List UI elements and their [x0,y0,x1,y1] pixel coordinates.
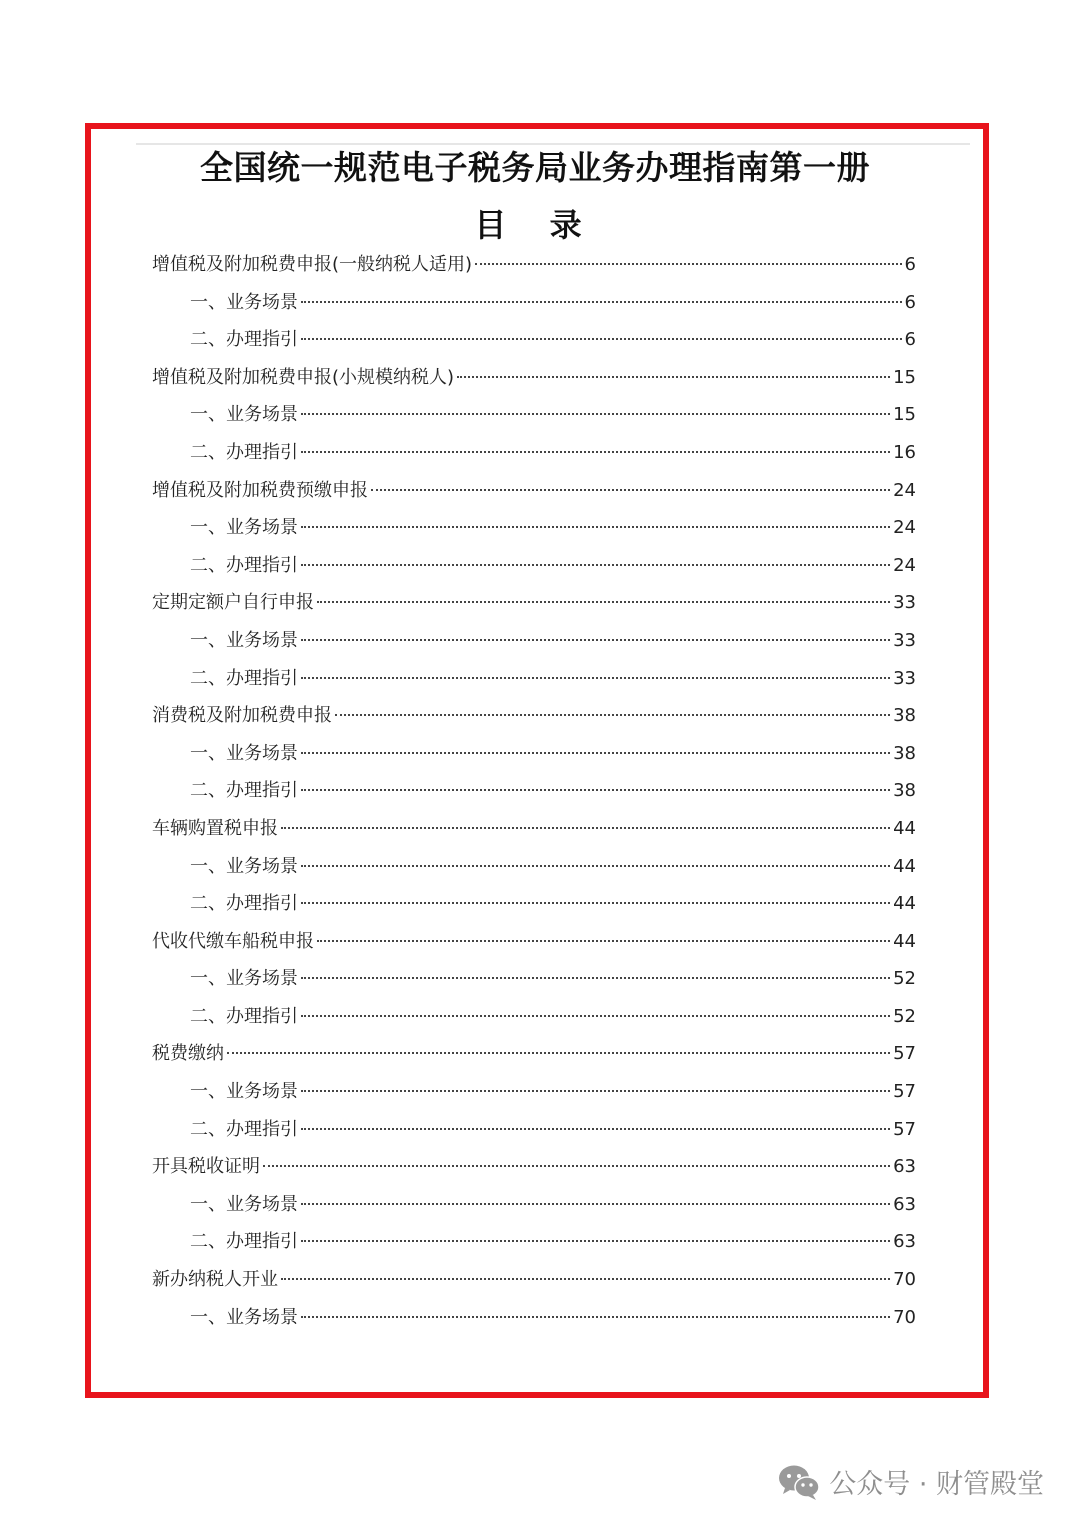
toc-heading: 目 录 [474,206,598,244]
toc-subsection-entry[interactable] [152,998,916,1036]
dot-leader [301,789,890,791]
dot-leader [301,564,890,566]
toc-subsection-entry[interactable] [152,1299,916,1337]
toc-subsection-entry[interactable] [152,509,916,547]
toc-page-number: 24 [893,554,916,576]
toc-page-number: 52 [893,1005,916,1027]
toc-subsection-entry[interactable] [152,960,916,998]
toc-subsection-entry[interactable] [152,660,916,698]
dot-leader [301,338,902,340]
toc-page-number: 6 [904,254,916,275]
toc-subsection-entry[interactable] [152,848,916,886]
wechat-icon [777,1463,821,1501]
toc-entry-title: 一、业务场景 [190,404,298,426]
toc-page-number: 44 [893,930,916,952]
dot-leader [263,1165,890,1167]
dot-leader [301,865,890,867]
toc-page-number: 6 [904,291,916,313]
toc-subsection-entry[interactable] [152,1223,916,1261]
toc-entry-title: 一、业务场景 [190,968,298,990]
toc-entry-title: 增值税及附加税费预缴申报 [152,479,368,501]
toc-entry-title: 一、业务场景 [190,1193,298,1215]
toc-entry-title: 新办纳税人开业 [152,1269,278,1291]
toc-page-number: 38 [893,780,916,802]
toc-subsection-entry[interactable] [152,434,916,472]
dot-leader [227,1052,890,1054]
dot-leader [371,489,890,491]
toc-entry-title: 增值税及附加税费申报(一般纳税人适用) [152,254,473,275]
dot-leader [301,1015,890,1017]
toc-entry-title: 税费缴纳 [152,1043,224,1065]
toc-page-number: 33 [893,667,916,689]
dot-leader [301,1203,890,1205]
dot-leader [301,639,890,641]
dot-leader [457,376,890,378]
toc-entry-title: 二、办理指引 [190,1118,298,1140]
dot-leader [281,827,890,829]
document-title: 全国统一规范电子税务局业务办理指南第一册 [200,148,870,187]
dot-leader [301,752,890,754]
toc-entry-title: 一、业务场景 [190,1306,298,1328]
toc-page-number: 33 [893,629,916,651]
watermark [777,1462,1044,1501]
toc-page-number: 38 [893,705,916,727]
toc-section-entry[interactable] [152,246,916,284]
dot-leader [317,601,890,603]
dot-leader [301,902,890,904]
toc-page-number: 63 [893,1193,916,1215]
dot-leader [301,977,890,979]
toc-entry-title: 二、办理指引 [190,1231,298,1253]
toc-page-number: 16 [893,441,916,463]
table-of-contents [152,246,916,1336]
toc-page-number: 44 [893,893,916,915]
toc-section-entry[interactable] [152,359,916,397]
toc-entry-title: 定期定额户自行申报 [152,592,314,614]
toc-entry-title: 一、业务场景 [190,855,298,877]
toc-entry-title: 二、办理指引 [190,554,298,576]
toc-entry-title: 二、办理指引 [190,780,298,802]
toc-section-entry[interactable] [152,472,916,510]
toc-page-number: 33 [893,592,916,614]
dot-leader [301,301,902,303]
toc-entry-title: 一、业务场景 [190,1081,298,1103]
toc-page-number: 15 [893,366,916,388]
toc-page-number: 6 [904,329,916,351]
toc-entry-title: 二、办理指引 [190,667,298,689]
dot-leader [301,451,890,453]
toc-page-number: 38 [893,742,916,764]
toc-section-entry[interactable] [152,1035,916,1073]
toc-section-entry[interactable] [152,1261,916,1299]
toc-page-number: 15 [893,404,916,426]
toc-page-number: 44 [893,855,916,877]
dot-leader [301,677,890,679]
toc-entry-title: 二、办理指引 [190,441,298,463]
toc-page-number: 63 [893,1231,916,1253]
toc-entry-title: 车辆购置税申报 [152,817,278,839]
dot-leader [301,1240,890,1242]
toc-entry-title: 增值税及附加税费申报(小规模纳税人) [152,366,455,388]
toc-subsection-entry[interactable] [152,885,916,923]
toc-page-number: 24 [893,517,916,539]
dot-leader [335,714,890,716]
toc-page-number: 52 [893,968,916,990]
watermark-text: 公众号 · 财管殿堂 [829,1469,1044,1500]
toc-subsection-entry[interactable] [152,1111,916,1149]
toc-page-number: 63 [893,1156,916,1178]
toc-subsection-entry[interactable] [152,321,916,359]
dot-leader [301,526,890,528]
toc-entry-title: 一、业务场景 [190,291,298,313]
toc-subsection-entry[interactable] [152,1186,916,1224]
dot-leader [281,1278,890,1280]
toc-section-entry[interactable] [152,923,916,961]
dot-leader [317,940,890,942]
toc-page-number: 44 [893,817,916,839]
toc-entry-title: 代收代缴车船税申报 [152,930,314,952]
toc-subsection-entry[interactable] [152,547,916,585]
toc-entry-title: 二、办理指引 [190,1005,298,1027]
toc-subsection-entry[interactable] [152,622,916,660]
toc-entry-title: 开具税收证明 [152,1156,260,1178]
toc-subsection-entry[interactable] [152,1073,916,1111]
toc-section-entry[interactable] [152,697,916,735]
toc-entry-title: 二、办理指引 [190,329,298,351]
toc-subsection-entry[interactable] [152,735,916,773]
toc-section-entry[interactable] [152,1148,916,1186]
toc-entry-title: 一、业务场景 [190,742,298,764]
toc-page-number: 57 [893,1081,916,1103]
toc-page-number: 70 [893,1306,916,1328]
dot-leader [301,1090,890,1092]
toc-entry-title: 消费税及附加税费申报 [152,705,332,727]
toc-entry-title: 一、业务场景 [190,629,298,651]
dot-leader [301,413,890,415]
dot-leader [301,1316,890,1318]
toc-subsection-entry[interactable] [152,396,916,434]
toc-section-entry[interactable] [152,584,916,622]
toc-page-number: 57 [893,1118,916,1140]
toc-subsection-entry[interactable] [152,772,916,810]
toc-subsection-entry[interactable] [152,284,916,322]
toc-page-number: 57 [893,1043,916,1065]
toc-section-entry[interactable] [152,810,916,848]
toc-page-number: 70 [893,1269,916,1291]
toc-entry-title: 一、业务场景 [190,517,298,539]
toc-entry-title: 二、办理指引 [190,893,298,915]
dot-leader [301,1128,890,1130]
dot-leader [475,263,902,265]
toc-page-number: 24 [893,479,916,501]
